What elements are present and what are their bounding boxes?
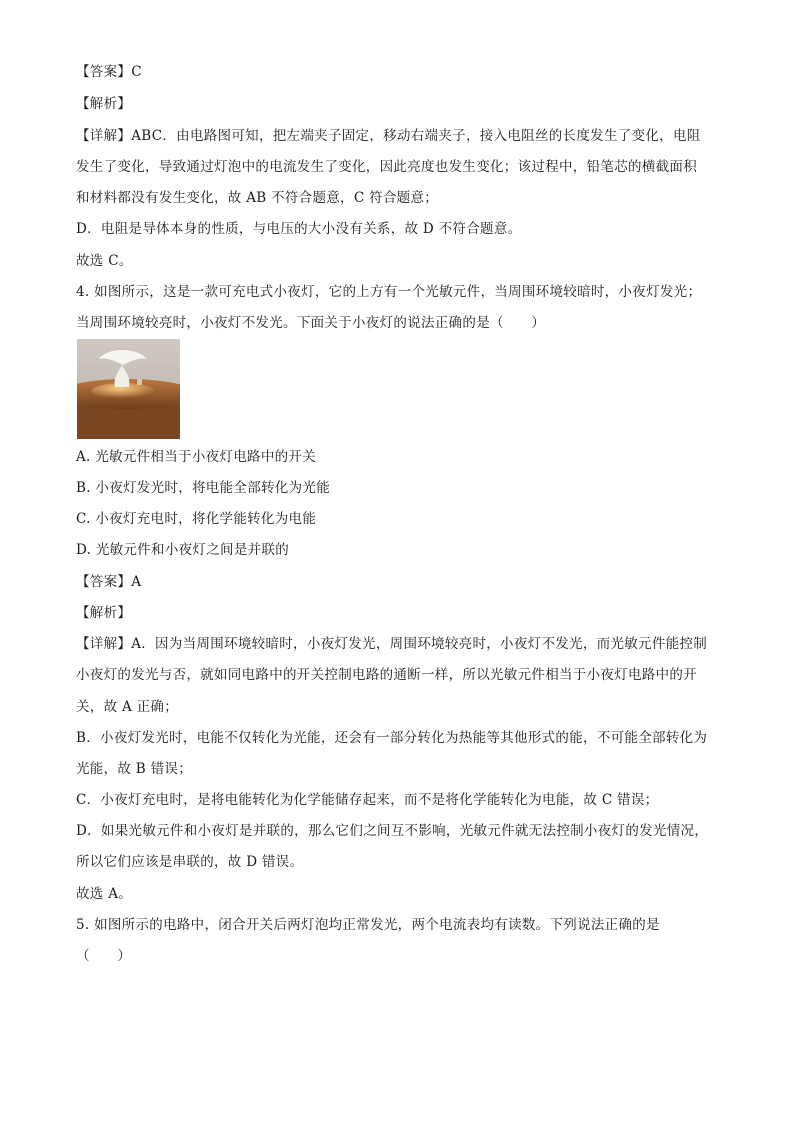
q4-detail-line-5: 光能，故 B 错误； — [76, 761, 193, 777]
q5-stem-line-2: （ ） — [76, 948, 132, 964]
q4-option-c: C. 小夜灯充电时，将化学能转化为电能 — [76, 511, 317, 527]
q4-option-a: A. 光敏元件相当于小夜灯电路中的开关 — [76, 449, 317, 465]
q4-analysis-heading: 【解析】 — [76, 605, 132, 621]
q4-option-d: D. 光敏元件和小夜灯之间是并联的 — [76, 542, 290, 558]
q3-detail-line-2: 发生了变化，导致通过灯泡中的电流发生了变化，因此亮度也发生变化；该过程中，铅笔芯的横截面积 — [76, 159, 697, 175]
q4-detail-line-1: 【详解】A．因为当周围环境较暗时，小夜灯发光，周围环境较亮时，小夜灯不发光，而光敏元件能控制 — [76, 636, 708, 652]
q4-detail-line-3: 关，故 A 正确； — [76, 699, 179, 715]
q4-stem-line-2: 当周围环境较亮时，小夜灯不发光。下面关于小夜灯的说法正确的是（ ） — [76, 315, 546, 331]
q4-detail-line-6: C．小夜灯充电时，是将电能转化为化学能储存起来，而不是将化学能转化为电能，故 C 错误； — [76, 792, 659, 808]
q3-detail-line-1: 【详解】ABC．由电路图可知，把左端夹子固定，移动右端夹子，接入电阻丝的长度发生了变化，电阻 — [76, 128, 701, 144]
q3-detail-line-4: D．电阻是导体本身的性质，与电压的大小没有关系，故 D 不符合题意。 — [76, 221, 522, 237]
q3-detail-line-3: 和材料都没有发生变化，故 AB 不符合题意，C 符合题意； — [76, 190, 439, 206]
q3-conclusion: 故选 C。 — [76, 253, 133, 269]
q3-answer: 【答案】C — [76, 64, 142, 80]
night-lamp-photo — [77, 339, 180, 439]
q5-stem-line-1: 5. 如图所示的电路中，闭合开关后两灯泡均正常发光，两个电流表均有读数。下列说法正确的是 — [76, 917, 660, 933]
q4-detail-line-2: 小夜灯的发光与否，就如同电路中的开关控制电路的通断一样，所以光敏元件相当于小夜灯电路中的开 — [76, 667, 697, 683]
q4-detail-line-8: 所以它们应该是串联的，故 D 错误。 — [76, 854, 304, 870]
q4-detail-line-7: D．如果光敏元件和小夜灯是并联的，那么它们之间互不影响，光敏元件就无法控制小夜灯的发光情况， — [76, 823, 709, 839]
q4-option-b: B. 小夜灯发光时，将电能全部转化为光能 — [76, 480, 331, 496]
q4-detail-line-4: B．小夜灯发光时，电能不仅转化为光能，还会有一部分转化为热能等其他形式的能，不可能全部转化为 — [76, 730, 708, 746]
q4-answer: 【答案】A — [76, 574, 142, 590]
q3-analysis-heading: 【解析】 — [76, 96, 132, 112]
q4-conclusion: 故选 A。 — [76, 886, 133, 902]
q4-stem-line-1: 4. 如图所示，这是一款可充电式小夜灯，它的上方有一个光敏元件，当周围环境较暗时，小夜灯发光； — [76, 284, 702, 300]
